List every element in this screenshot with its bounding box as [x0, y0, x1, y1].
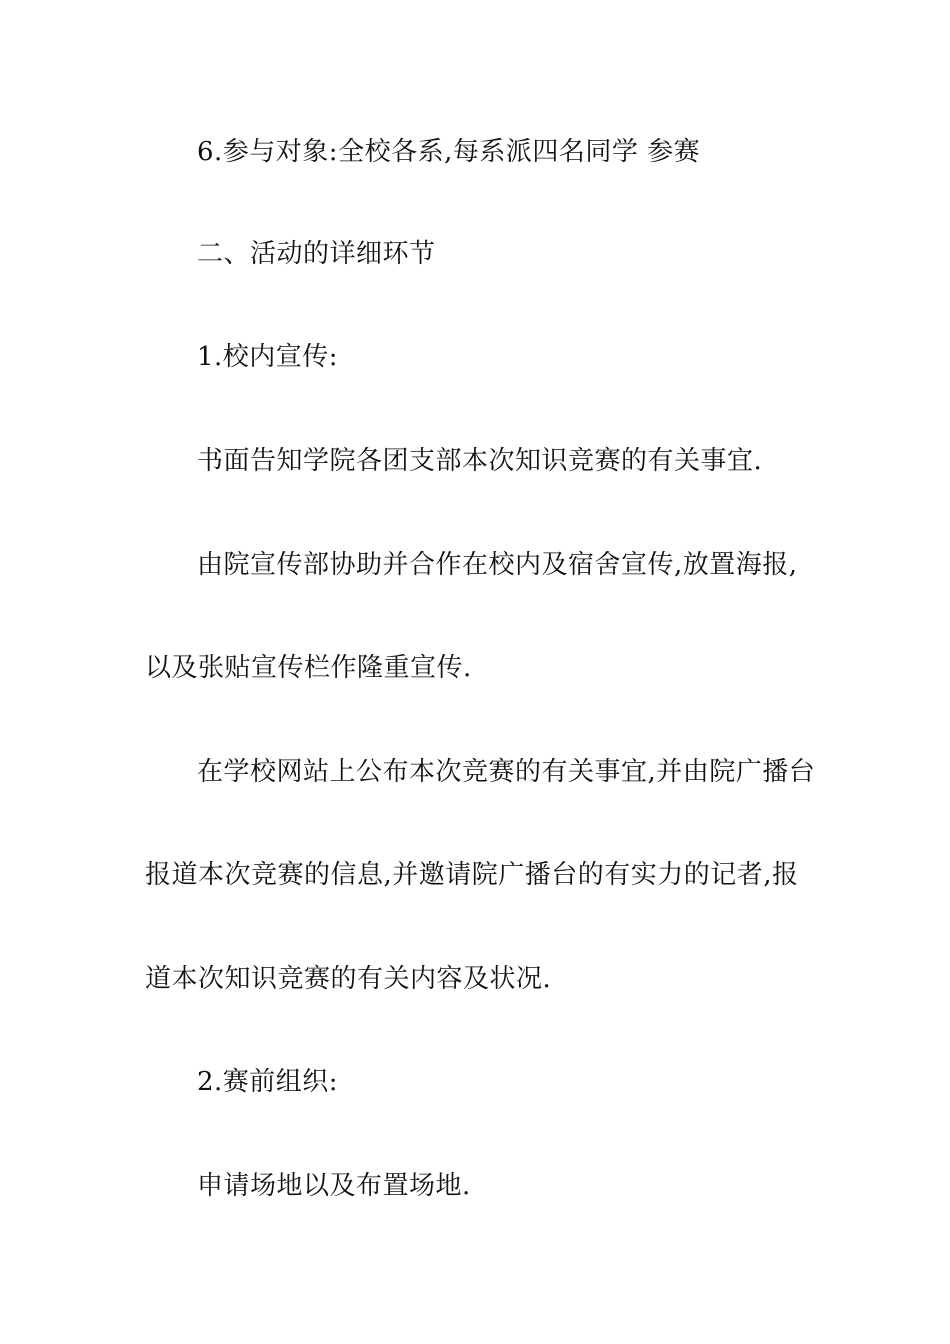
- paragraph-website-line-2: 报道本次竞赛的信息,并邀请院广播台的有实力的记者,报: [145, 860, 799, 890]
- section-heading-activity-details: 二、活动的详细环节: [197, 239, 436, 269]
- paragraph-publicity-line-2: 以及张贴宣传栏作隆重宣传.: [145, 653, 472, 683]
- paragraph-participants: 6.参与对象:全校各系,每系派四名同学 参赛: [197, 137, 701, 167]
- subheading-campus-publicity: 1.校内宣传:: [197, 342, 339, 372]
- paragraph-website-line-1: 在学校网站上公布本次竞赛的有关事宜,并由院广播台: [197, 757, 816, 787]
- paragraph-written-notice: 书面告知学院各团支部本次知识竞赛的有关事宜.: [197, 446, 763, 476]
- paragraph-publicity-line-1: 由院宣传部协助并合作在校内及宿舍宣传,放置海报,: [197, 550, 798, 580]
- subheading-pre-competition: 2.赛前组织:: [197, 1067, 339, 1097]
- paragraph-venue: 申请场地以及布置场地.: [197, 1171, 471, 1201]
- paragraph-website-line-3: 道本次知识竞赛的有关内容及状况.: [145, 964, 552, 994]
